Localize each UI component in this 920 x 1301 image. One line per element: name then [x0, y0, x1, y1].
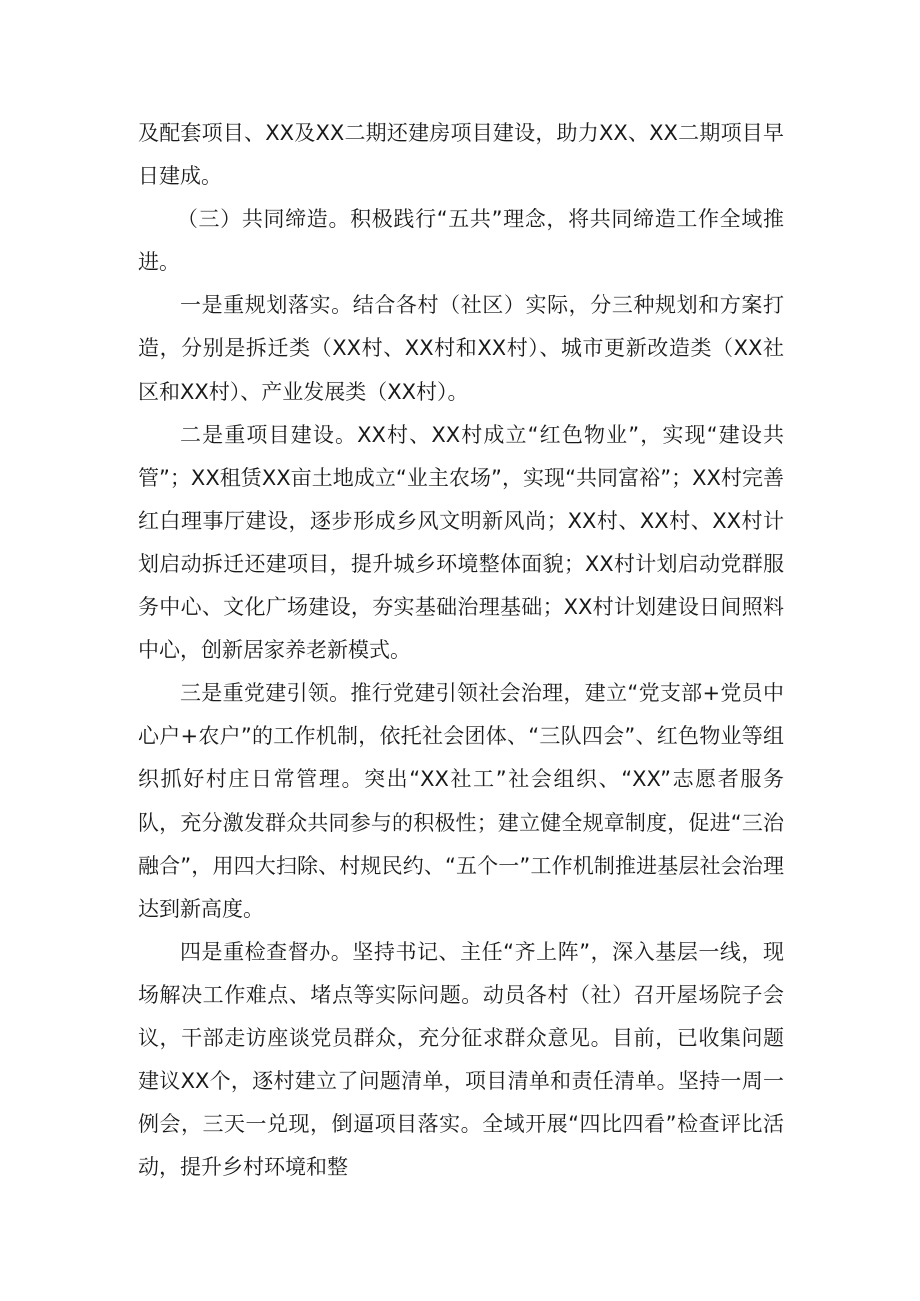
paragraph-project-construction: 二是重项目建设。XX村、XX村成立“红色物业”，实现“建设共管”；XX租赁XX亩土地成立“业主农场”，实现“共同富裕”；XX村完善红白理事厅建设，逐步形成乡风文明新风尚；XX村、XX村、XX村计划启动拆迁还建项目，提升城乡环境整体面貌；XX村计划启动党群服务中心、文化广场建设，夯实基础治理基础；XX村计划建设日间照料中心，创新居家养老新模式。 [138, 422, 784, 663]
paragraph-inspection: 四是重检查督办。坚持书记、主任“齐上阵”，深入基层一线，现场解决工作难点、堵点等实际问题。动员各村（社）召开屋场院子会议，干部走访座谈党员群众，充分征求群众意见。目前，已收集问题建议XX个，逐村建立了问题清单，项目清单和责任清单。坚持一周一例会，三天一兑现，倒逼项目落实。全域开展“四比四看”检查评比活动，提升乡村环境和整 [138, 939, 784, 1180]
document-body [138, 112, 784, 1189]
paragraph-party-leadership: 三是重党建引领。推行党建引领社会治理，建立“党支部+党员中心户+农户”的工作机制，依托社会团体、“三队四会”、红色物业等组织抓好村庄日常管理。突出“XX社工”社会组织、“XX”志愿者服务队，充分激发群众共同参与的积极性；建立健全规章制度，促进“三治融合”，用四大扫除、村规民约、“五个一”工作机制推进基层社会治理达到新高度。 [138, 681, 784, 921]
paragraph-continuation: 及配套项目、XX及XX二期还建房项目建设，助力XX、XX二期项目早日建成。 [138, 121, 784, 189]
paragraph-planning: 一是重规划落实。结合各村（社区）实际，分三种规划和方案打造，分别是拆迁类（XX村、XX村和XX村）、城市更新改造类（XX社区和XX村）、产业发展类（XX村）。 [138, 293, 784, 404]
section-heading-joint-building: （三）共同缔造。积极践行“五共”理念，将共同缔造工作全域推进。 [138, 207, 784, 275]
